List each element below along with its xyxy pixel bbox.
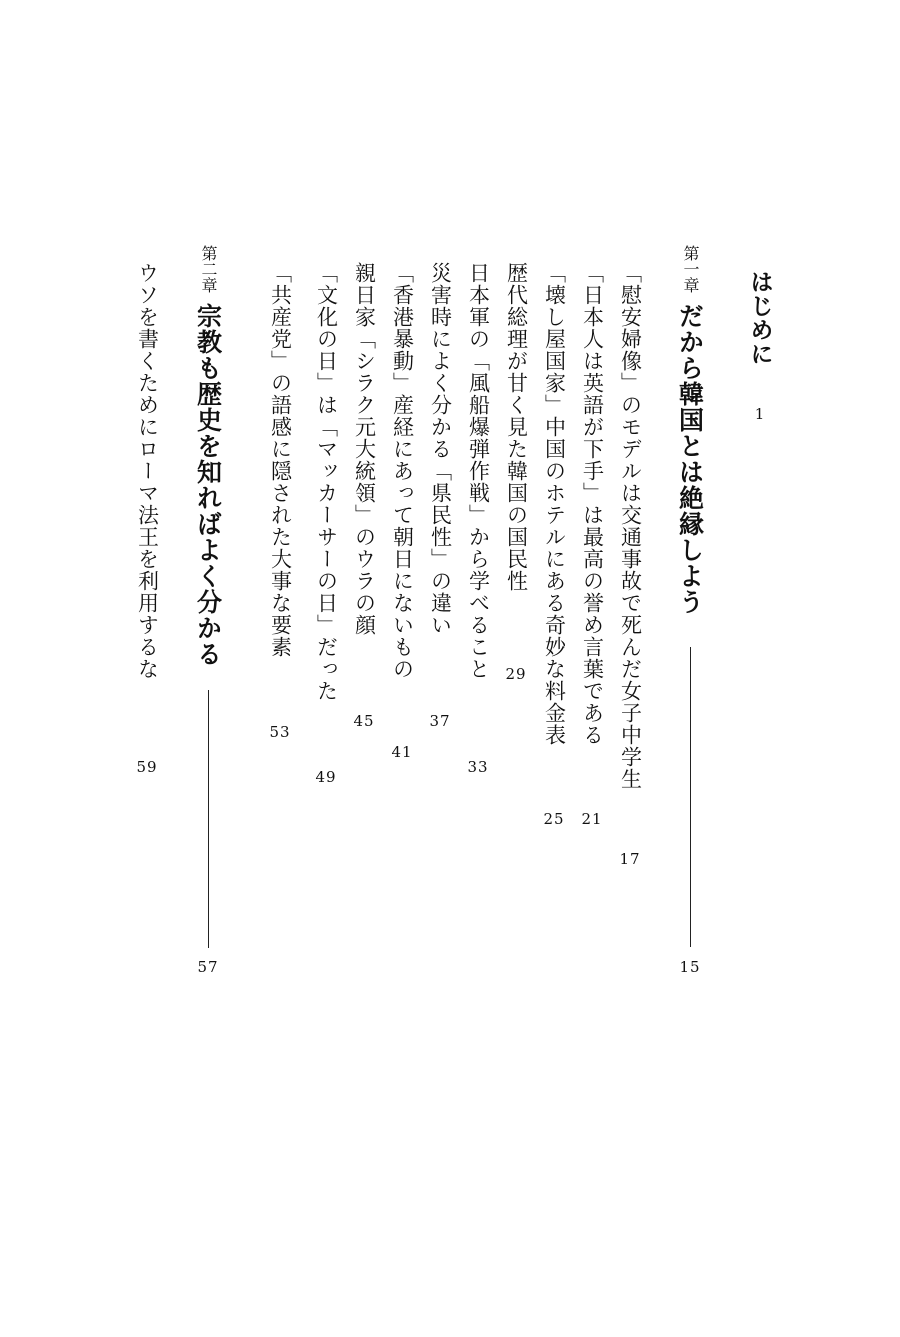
entry-page-number: 17 bbox=[619, 850, 641, 868]
toc-entry bbox=[127, 262, 167, 776]
toc-entry bbox=[534, 262, 574, 828]
toc-entry bbox=[260, 262, 300, 741]
chapter-2-heading bbox=[186, 245, 230, 976]
toc-entry bbox=[610, 262, 650, 868]
entry-page-number: 29 bbox=[505, 665, 527, 683]
toc-intro bbox=[740, 270, 780, 423]
entry-page-number: 49 bbox=[315, 768, 337, 786]
entry-page-number: 37 bbox=[429, 712, 451, 730]
entry-title: 親日家「シラク元大統領」のウラの顔 bbox=[352, 262, 377, 636]
entry-page-number: 33 bbox=[467, 758, 489, 776]
toc-entry bbox=[496, 262, 536, 683]
entry-title: 「共産党」の語感に隠された大事な要素 bbox=[268, 262, 293, 658]
toc-entry bbox=[572, 262, 612, 828]
entry-title: 災害時によく分かる「県民性」の違い bbox=[428, 262, 453, 636]
chapter-1-leader-rule bbox=[690, 647, 691, 947]
chapter-1-title: だから韓国とは絶縁しよう bbox=[675, 303, 705, 615]
entry-title: ウソを書くためにローマ法王を利用するな bbox=[135, 262, 160, 680]
chapter-1-heading bbox=[668, 245, 712, 976]
intro-title: はじめに bbox=[746, 270, 774, 366]
entry-title: 「壊し屋国家」中国のホテルにある奇妙な料金表 bbox=[542, 262, 567, 746]
toc-entry bbox=[344, 262, 384, 730]
chapter-2-leader-rule bbox=[208, 690, 209, 948]
entry-page-number: 59 bbox=[136, 758, 158, 776]
entry-page-number: 41 bbox=[391, 743, 413, 761]
entry-page-number: 53 bbox=[269, 723, 291, 741]
toc-entry bbox=[458, 262, 498, 776]
entry-page-number: 25 bbox=[543, 810, 565, 828]
toc-entry bbox=[306, 262, 346, 786]
entry-title: 「香港暴動」産経にあって朝日にないもの bbox=[390, 262, 415, 680]
toc-entry bbox=[382, 262, 422, 761]
chapter-2-page-number: 57 bbox=[197, 958, 219, 976]
entry-title: 「文化の日」は「マッカーサーの日」だった bbox=[314, 262, 339, 702]
chapter-2-title: 宗教も歴史を知ればよく分かる bbox=[193, 303, 223, 667]
entry-title: 「日本人は英語が下手」は最高の誉め言葉である bbox=[580, 262, 605, 746]
entry-page-number: 21 bbox=[581, 810, 603, 828]
chapter-1-label: 第一章 bbox=[681, 245, 700, 293]
entry-title: 歴代総理が甘く見た韓国の国民性 bbox=[504, 262, 529, 592]
entry-title: 「慰安婦像」のモデルは交通事故で死んだ女子中学生 bbox=[618, 262, 643, 790]
toc-entry bbox=[420, 262, 460, 730]
intro-page-number: 1 bbox=[754, 405, 766, 423]
chapter-1-page-number: 15 bbox=[679, 958, 701, 976]
entry-title: 日本軍の「風船爆弾作戦」から学べること bbox=[466, 262, 491, 680]
entry-page-number: 45 bbox=[353, 712, 375, 730]
chapter-2-label: 第二章 bbox=[199, 245, 218, 293]
